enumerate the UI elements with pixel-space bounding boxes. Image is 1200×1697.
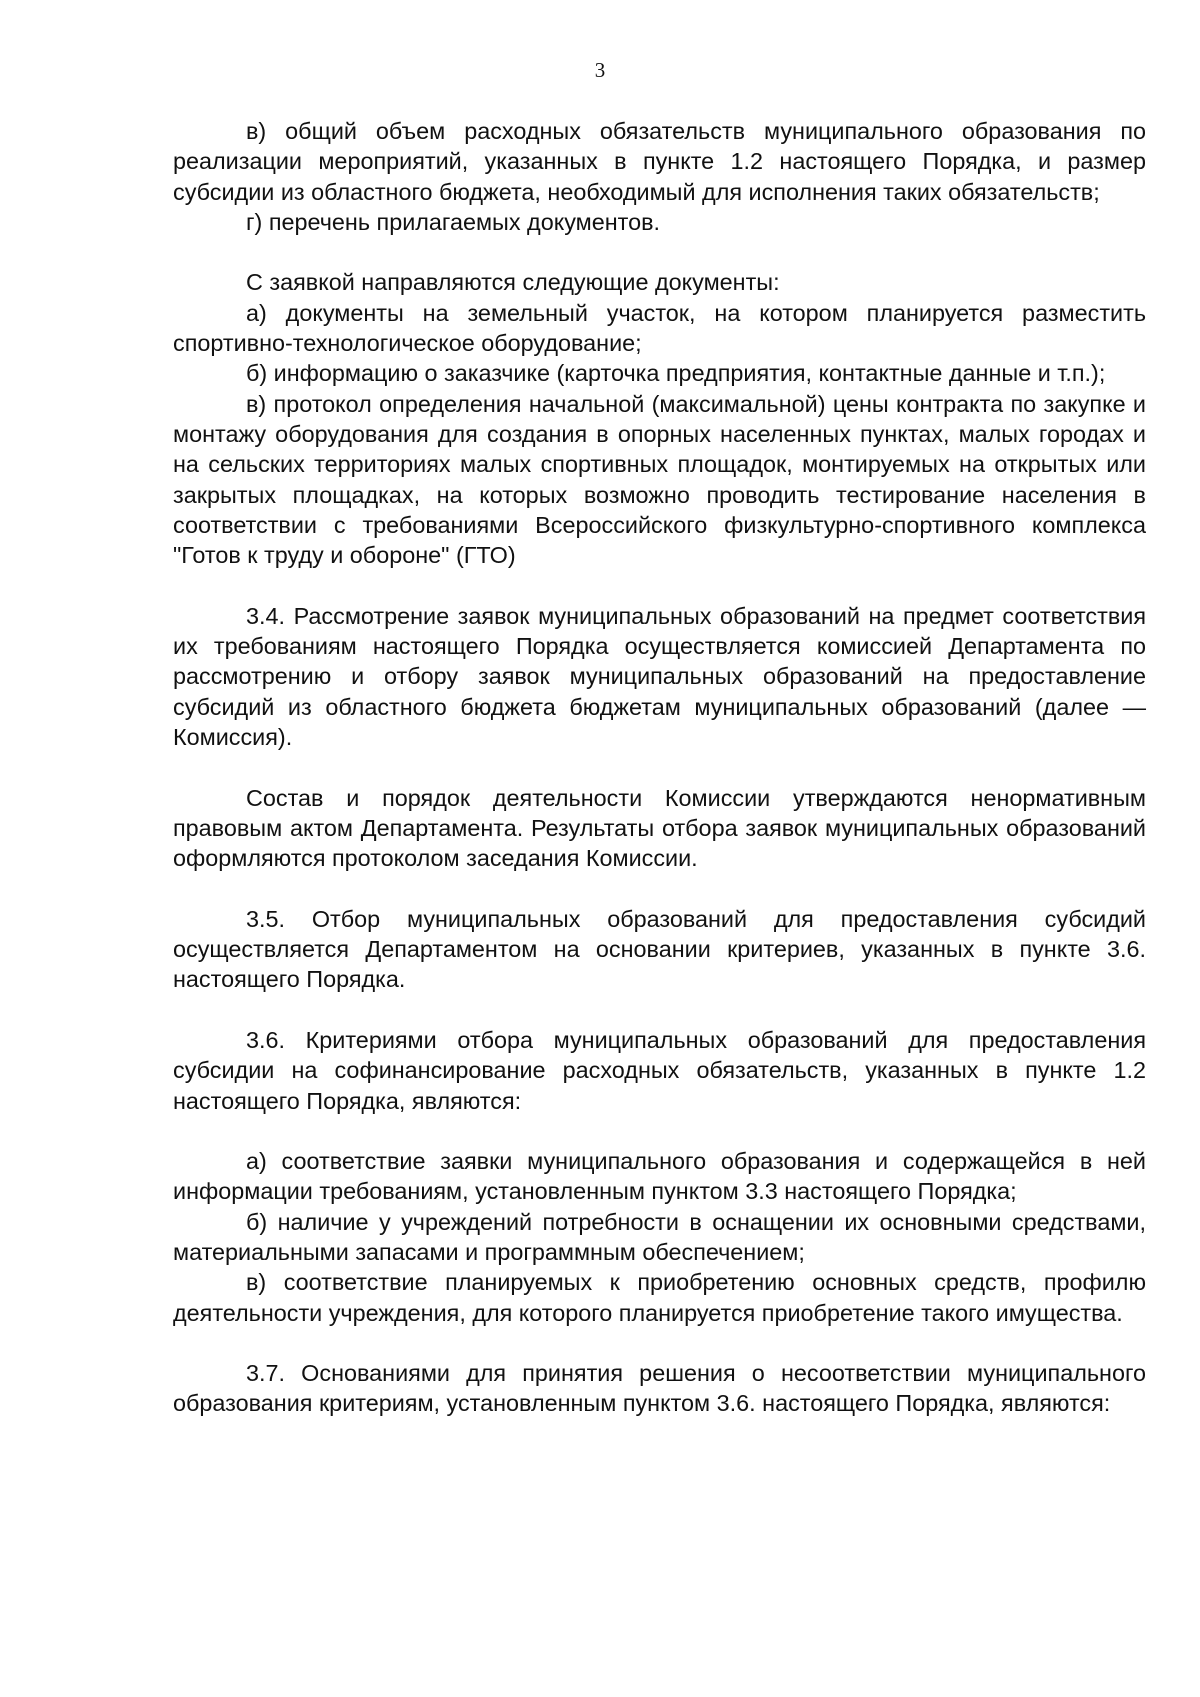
paragraph-gap xyxy=(173,873,1146,903)
paragraph-criterion-a: а) соответствие заявки муниципального образования и содержащейся в ней информации требованиям, установленным пунктом 3.3 настоящего Порядка; xyxy=(173,1148,1146,1205)
paragraph-item-v-total-obligations: в) общий объем расходных обязательств муниципального образования по реализации мероприятий, указанных в пункте 1.2 настоящего Порядка, и размер субсидии из областного бюджета, необходимый для исполнения таких обязательств; xyxy=(173,118,1146,205)
paragraph-section-3-5: 3.5. Отбор муниципальных образований для предоставления субсидий осуществляется Департаментом на основании критериев, указанных в пункте 3.6. настоящего Порядка. xyxy=(173,905,1146,993)
paragraph-section-3-7: 3.7. Основаниями для принятия решения о несоответствии муниципального образования критериям, установленным пунктом 3.6. настоящего Порядка, являются: xyxy=(173,1360,1146,1417)
paragraph-section-3-6: 3.6. Критериями отбора муниципальных образований для предоставления субсидии на софинансирование расходных обязательств, указанных в пункте 1.2 настоящего Порядка, являются: xyxy=(173,1026,1146,1114)
paragraph-item-a-land-documents: а) документы на земельный участок, на котором планируется разместить спортивно-технологическое оборудование; xyxy=(173,299,1146,357)
paragraph-criterion-b: б) наличие у учреждений потребности в оснащении их основными средствами, материальными запасами и программным обеспечением; xyxy=(173,1208,1146,1265)
paragraph-gap xyxy=(173,1116,1146,1146)
paragraph-gap xyxy=(173,1328,1146,1358)
document-body xyxy=(173,116,1146,1419)
paragraph-criterion-v: в) соответствие планируемых к приобретению основных средств, профилю деятельности учреждения, для которого планируется приобретение такого имущества. xyxy=(173,1269,1146,1326)
paragraph-item-g-documents-list: г) перечень прилагаемых документов. xyxy=(246,208,661,235)
paragraph-section-3-4: 3.4. Рассмотрение заявок муниципальных образований на предмет соответствия их требованиям настоящего Порядка осуществляется комиссией Департамента по рассмотрению и отбору заявок муниципальных образований на предоставление субсидий из областного бюджета бюджетам муниципальных образований (далее — Комиссия). xyxy=(173,602,1146,750)
paragraph-gap xyxy=(173,237,1146,267)
paragraph-gap xyxy=(173,570,1146,600)
paragraph-gap xyxy=(173,995,1146,1025)
paragraph-item-v-price-protocol: в) протокол определения начальной (максимальной) цены контракта по закупке и монтажу оборудования для создания в опорных населенных пунктах, малых городах и на сельских территориях малых спортивных площадок, монтируемых на открытых или закрытых площадках, на которых возможно проводить тестирование населения в соответствии с требованиями Всероссийского физкультурно-спортивного комплекса "Готов к труду и обороне" (ГТО) xyxy=(173,390,1146,569)
page-number: 3 xyxy=(594,58,606,82)
paragraph-attached-documents-intro: С заявкой направляются следующие документы: xyxy=(246,269,780,296)
paragraph-item-b-customer-info: б) информацию о заказчике (карточка предприятия, контактные данные и т.п.); xyxy=(246,360,1106,387)
paragraph-gap xyxy=(173,752,1146,782)
paragraph-commission-composition: Состав и порядок деятельности Комиссии утверждаются ненормативным правовым актом Департамента. Результаты отбора заявок муниципальных образований оформляются протоколом заседания Комиссии. xyxy=(173,784,1146,872)
